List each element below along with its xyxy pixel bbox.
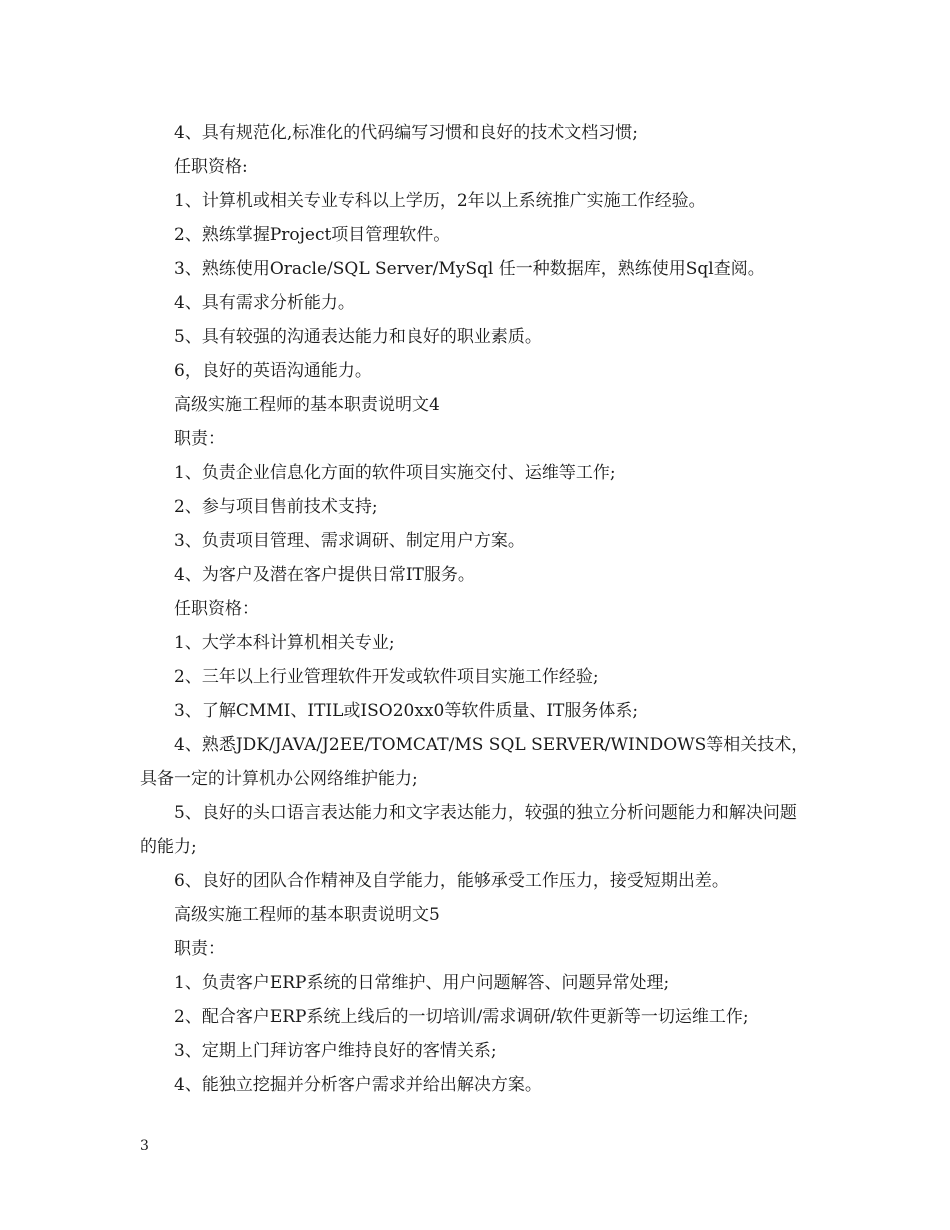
paragraph: 4、具有需求分析能力。: [174, 293, 355, 313]
paragraph: 2、参与项目售前技术支持;: [174, 497, 378, 517]
section-heading: 职责：: [174, 429, 225, 449]
paragraph: 2、配合客户ERP系统上线后的一切培训/需求调研/软件更新等一切运维工作;: [174, 1007, 749, 1027]
paragraph: 3、了解CMMI、ITIL或ISO20xx0等软件质量、IT服务体系;: [174, 701, 639, 721]
paragraph: 4、能独立挖掘并分析客户需求并给出解决方案。: [174, 1075, 542, 1095]
section-title: 高级实施工程师的基本职责说明文4: [174, 395, 440, 415]
paragraph: 4、为客户及潜在客户提供日常IT服务。: [174, 565, 475, 585]
paragraph: 1、负责客户ERP系统的日常维护、用户问题解答、问题异常处理;: [174, 973, 670, 993]
paragraph: 3、熟练使用Oracle/SQL Server/MySql 任一种数据库，熟练使用Sql查阅。: [174, 259, 765, 279]
paragraph: 3、负责项目管理、需求调研、制定用户方案。: [174, 531, 525, 551]
section-heading: 职责：: [174, 939, 225, 959]
paragraph: 5、具有较强的沟通表达能力和良好的职业素质。: [174, 327, 542, 347]
paragraph: 4、具有规范化,标准化的代码编写习惯和良好的技术文档习惯;: [174, 123, 638, 143]
section-heading: 任职资格：: [174, 599, 259, 619]
paragraph: 3、定期上门拜访客户维持良好的客情关系;: [174, 1041, 497, 1061]
paragraph: 2、三年以上行业管理软件开发或软件项目实施工作经验;: [174, 667, 599, 687]
paragraph: 1、大学本科计算机相关专业;: [174, 633, 395, 653]
document-body: [140, 116, 812, 1102]
paragraph: 6，良好的英语沟通能力。: [174, 361, 372, 381]
section-title: 高级实施工程师的基本职责说明文5: [174, 905, 440, 925]
paragraph: 1、计算机或相关专业专科以上学历，2年以上系统推广实施工作经验。: [174, 191, 706, 211]
section-heading: 任职资格:: [174, 157, 248, 177]
paragraph: 6、良好的团队合作精神及自学能力，能够承受工作压力，接受短期出差。: [174, 871, 729, 891]
paragraph: 1、负责企业信息化方面的软件项目实施交付、运维等工作;: [174, 463, 616, 483]
paragraph: 5、良好的头口语言表达能力和文字表达能力，较强的独立分析问题能力和解决问题的能力;: [140, 803, 797, 857]
page-number: 3: [140, 1138, 149, 1154]
paragraph: 2、熟练掌握Project项目管理软件。: [174, 225, 451, 245]
paragraph: 4、熟悉JDK/JAVA/J2EE/TOMCAT/MS SQL SERVER/WINDOWS等相关技术，具备一定的计算机办公网络维护能力;: [140, 735, 809, 789]
